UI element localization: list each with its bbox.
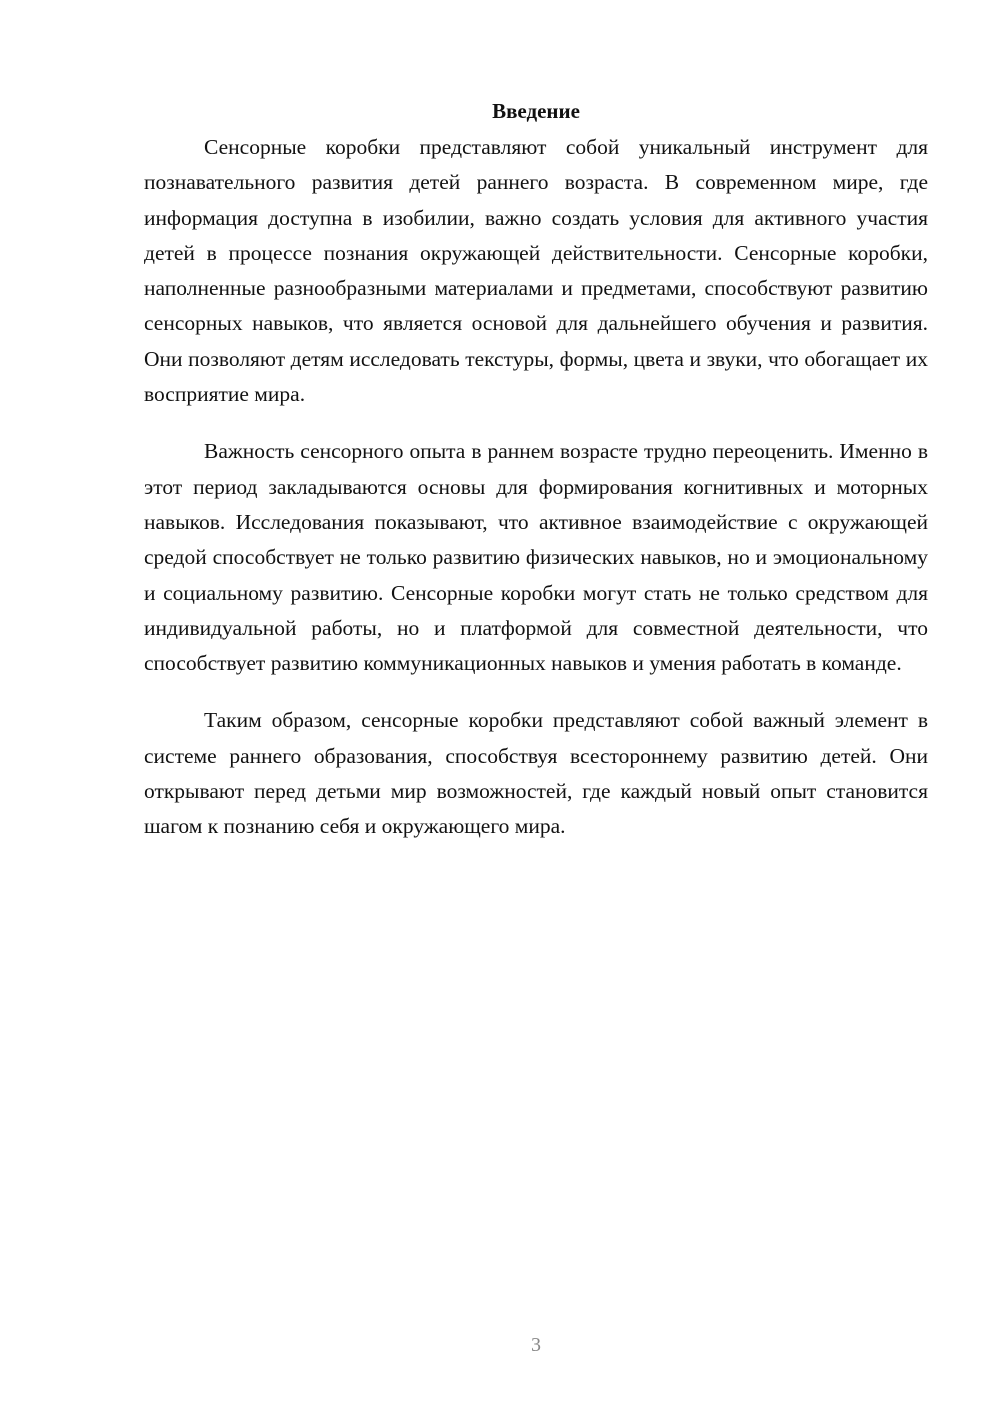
page-number: 3 xyxy=(531,1334,541,1356)
paragraph-3: Таким образом, сенсорные коробки представляют собой важный элемент в системе раннего образования, способствуя всестороннему развитию детей. Они открывают перед детьми мир возможностей, где каждый новый опыт становится шагом к познанию себя и окружающего мира. xyxy=(144,708,928,839)
section-title: Введение xyxy=(492,99,580,123)
page-content xyxy=(144,96,928,867)
paragraph-1: Сенсорные коробки представляют собой уникальный инструмент для познавательного развития детей раннего возраста. В современном мире, где информация доступна в изобилии, важно создать условия для активного участия детей в процессе познания окружающей действительности. Сенсорные коробки, наполненные разнообразными материалами и предметами, способствуют развитию сенсорных навыков, что является основой для дальнейшего обучения и развития. Они позволяют детям исследовать текстуры, формы, цвета и звуки, что обогащает их восприятие мира. xyxy=(144,135,928,407)
paragraph-2: Важность сенсорного опыта в раннем возрасте трудно переоценить. Именно в этот период закладываются основы для формирования когнитивных и моторных навыков. Исследования показывают, что активное взаимодействие с окружающей средой способствует не только развитию физических навыков, но и эмоциональному и социальному развитию. Сенсорные коробки могут стать не только средством для индивидуальной работы, но и платформой для совместной деятельности, что способствует развитию коммуникационных навыков и умения работать в команде. xyxy=(144,439,928,676)
